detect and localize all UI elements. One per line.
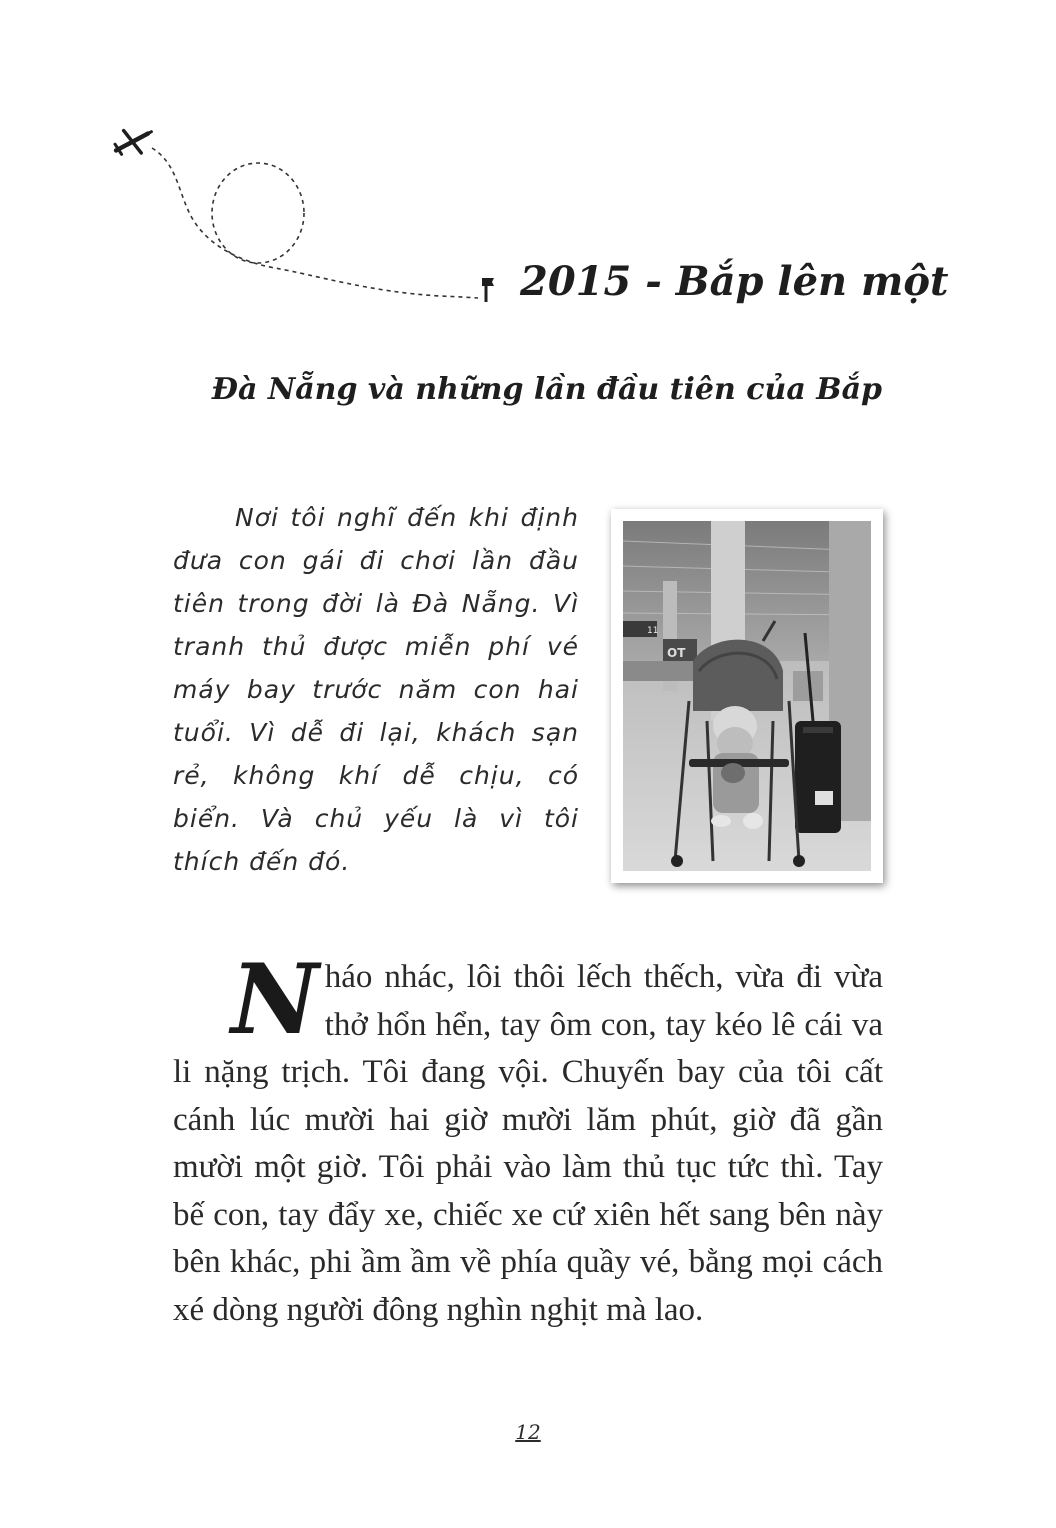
counter-sign-text: OT: [667, 646, 686, 660]
main-paragraph: [173, 943, 883, 1334]
intro-paragraph: Nơi tôi nghĩ đến khi định đưa con gái đi chơi lần đầu tiên trong đời là Đà Nẵng. Vì tranh thủ được miễn phí vé máy bay trước năm con hai tuổi. Vì dễ đi lại, khách sạn rẻ, không khí dễ chịu, có biển. Và chủ yếu là vì tôi thích đến đó.: [173, 503, 579, 876]
photo-frame: [611, 509, 883, 883]
gate-sign-number: 11: [647, 626, 659, 636]
main-paragraph-text: háo nhác, lôi thôi lếch thếch, vừa đi vừa thở hổn hển, tay ôm con, tay kéo lê cái va li nặng trịch. Tôi đang vội. Chuyến bay của tôi cất cánh lúc mười hai giờ mười lăm phút, giờ đã gần mười một giờ. Tôi phải vào làm thủ tục tức thì. Tay bế con, tay đẩy xe, chiếc xe cứ xiên hết sang bên này bên khác, phi ầm ầm về phía quầy vé, bằng mọi cách xé dòng người đông nghìn nghịt mà lao.: [173, 959, 883, 1328]
drop-cap-letter: N: [231, 943, 319, 1056]
flight-path-decoration: [100, 110, 520, 320]
flag-icon: [482, 278, 494, 302]
airport-stroller-photo: [623, 521, 871, 871]
dashed-loop: [212, 163, 304, 263]
dashed-route: [152, 148, 478, 298]
airplane-icon: [110, 119, 158, 163]
page-number: 12: [515, 1420, 541, 1444]
chapter-title: 2015 - Bắp lên một: [520, 258, 949, 305]
photo-illustration: [623, 521, 871, 871]
chapter-subtitle: Đà Nẵng và những lần đầu tiên của Bắp: [211, 372, 882, 407]
